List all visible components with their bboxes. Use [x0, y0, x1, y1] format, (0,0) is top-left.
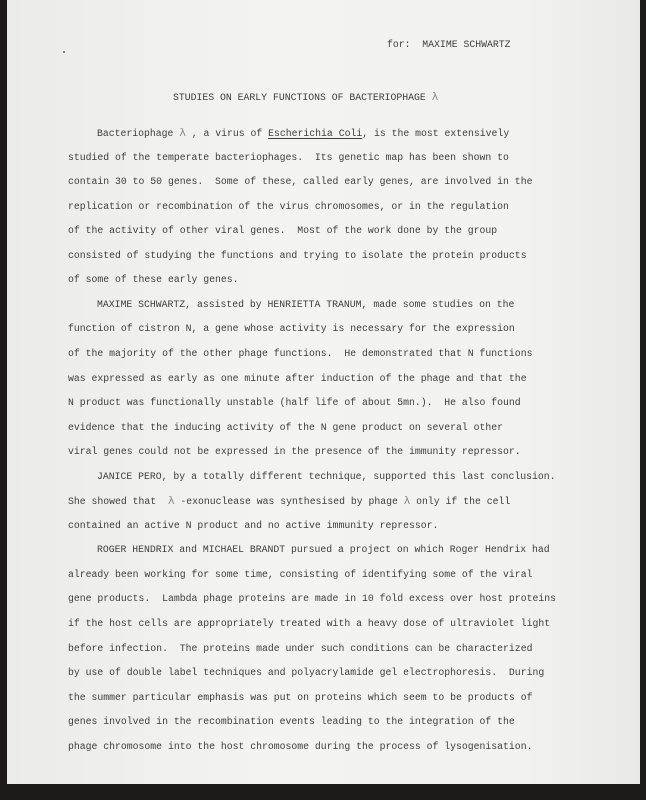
paragraph-line — [68, 225, 497, 237]
line-text: contain 30 to 50 genes. Some of these, called early genes, are involved in the — [68, 176, 533, 188]
paragraph-first-line — [97, 471, 556, 483]
line-text: of some of these early genes. — [68, 274, 239, 286]
document-title — [173, 91, 438, 104]
line-text: phage chromosome into the host chromosome during the process of lysogenisation. — [68, 740, 533, 752]
text-segment: STUDIES ON EARLY FUNCTIONS OF BACTERIOPHAGE — [173, 92, 432, 103]
text-segment: , a virus of — [185, 128, 269, 139]
paragraph-line — [68, 741, 532, 753]
paragraph-line — [68, 152, 509, 164]
paragraph-line — [68, 176, 532, 188]
line-text: was expressed as early as one minute after induction of the phage and that the — [68, 372, 527, 384]
paragraph-line — [68, 373, 527, 385]
lambda-symbol: λ — [403, 494, 411, 508]
line-text: evidence that the inducing activity of the N gene product on several other — [68, 421, 504, 433]
text-segment: only if the cell — [410, 496, 511, 508]
paragraph-line — [68, 643, 532, 655]
lambda-symbol: λ — [167, 494, 175, 508]
paragraph-line — [68, 593, 556, 605]
line-text: the summer particular emphasis was put on proteins which seem to be products of — [68, 691, 533, 703]
paragraph-line — [68, 569, 532, 581]
paragraph-line — [68, 667, 544, 679]
line-text: studied of the temperate bacteriophages. Its genetic map has been shown to — [68, 151, 509, 163]
text-segment: , is the most extensively — [362, 128, 510, 139]
line-text: N product was functionally unstable (half life of about 5mn.). He also found — [68, 397, 521, 409]
for-label: for: — [387, 39, 411, 50]
line-text: gene products. Lambda phage proteins are made in 10 fold excess over host proteins — [68, 593, 556, 605]
line-text: of the activity of other viral genes. Most of the work done by the group — [68, 225, 498, 237]
paragraph-line — [68, 446, 521, 458]
text-segment: Bacteriophage — [97, 128, 180, 139]
paragraph-line — [68, 716, 515, 728]
paragraph-line — [68, 422, 503, 434]
line-text: before infection. The proteins made under such conditions can be characterized — [68, 642, 533, 654]
line-text: function of cistron N, a gene whose activity is necessary for the expression — [68, 323, 515, 335]
line-text: JANICE PERO, by a totally different technique, supported this last conclusion. — [97, 470, 556, 482]
paragraph-first-line — [97, 299, 514, 311]
line-text: MAXIME SCHWARTZ, assisted by HENRIETTA TRANUM, made some studies on the — [97, 298, 515, 310]
underlined-text: Escherichia Coli — [268, 128, 363, 139]
line-text: replication or recombination of the virus chromosomes, or in the regulation — [68, 200, 509, 212]
text-segment: She showed that — [68, 496, 168, 508]
paragraph-line — [68, 397, 521, 409]
line-text: of the majority of the other phage functions. He demonstrated that N functions — [68, 347, 533, 359]
line-text: already been working for some time, consisting of identifying some of the viral — [68, 568, 533, 580]
paragraph-line — [68, 250, 527, 262]
line-text: consisted of studying the functions and trying to isolate the protein products — [68, 249, 527, 261]
paragraph-line — [68, 348, 532, 360]
paragraph-line — [68, 274, 239, 286]
text-segment: -exonuclease was synthesised by phage — [174, 496, 404, 508]
paragraph-line — [68, 495, 510, 508]
recipient-name: MAXIME SCHWARTZ — [422, 39, 511, 50]
paragraph-line — [68, 618, 550, 630]
paragraph-line — [68, 692, 532, 704]
line-text: contained an active N product and no active immunity repressor. — [68, 519, 439, 531]
paper-speck — [63, 51, 65, 53]
lambda-symbol: λ — [179, 126, 186, 139]
paragraph-first-line — [97, 544, 550, 556]
paragraph-line — [68, 201, 509, 213]
line-text: ROGER HENDRIX and MICHAEL BRANDT pursued a project on which Roger Hendrix had — [97, 544, 550, 556]
line-text: by use of double label techniques and polyacrylamide gel electrophoresis. During — [68, 667, 545, 679]
addressee-line — [387, 39, 510, 51]
line-text: if the host cells are appropriately treated with a heavy dose of ultraviolet light — [68, 618, 551, 629]
lambda-symbol: λ — [431, 90, 439, 103]
paragraph-line — [68, 323, 515, 335]
line-text: genes involved in the recombination events leading to the integration of the — [68, 716, 515, 728]
paragraph-first-line — [97, 127, 509, 140]
paragraph-line — [68, 520, 438, 532]
line-text: viral genes could not be expressed in the presence of the immunity repressor. — [68, 446, 521, 458]
document-page — [7, 0, 640, 784]
